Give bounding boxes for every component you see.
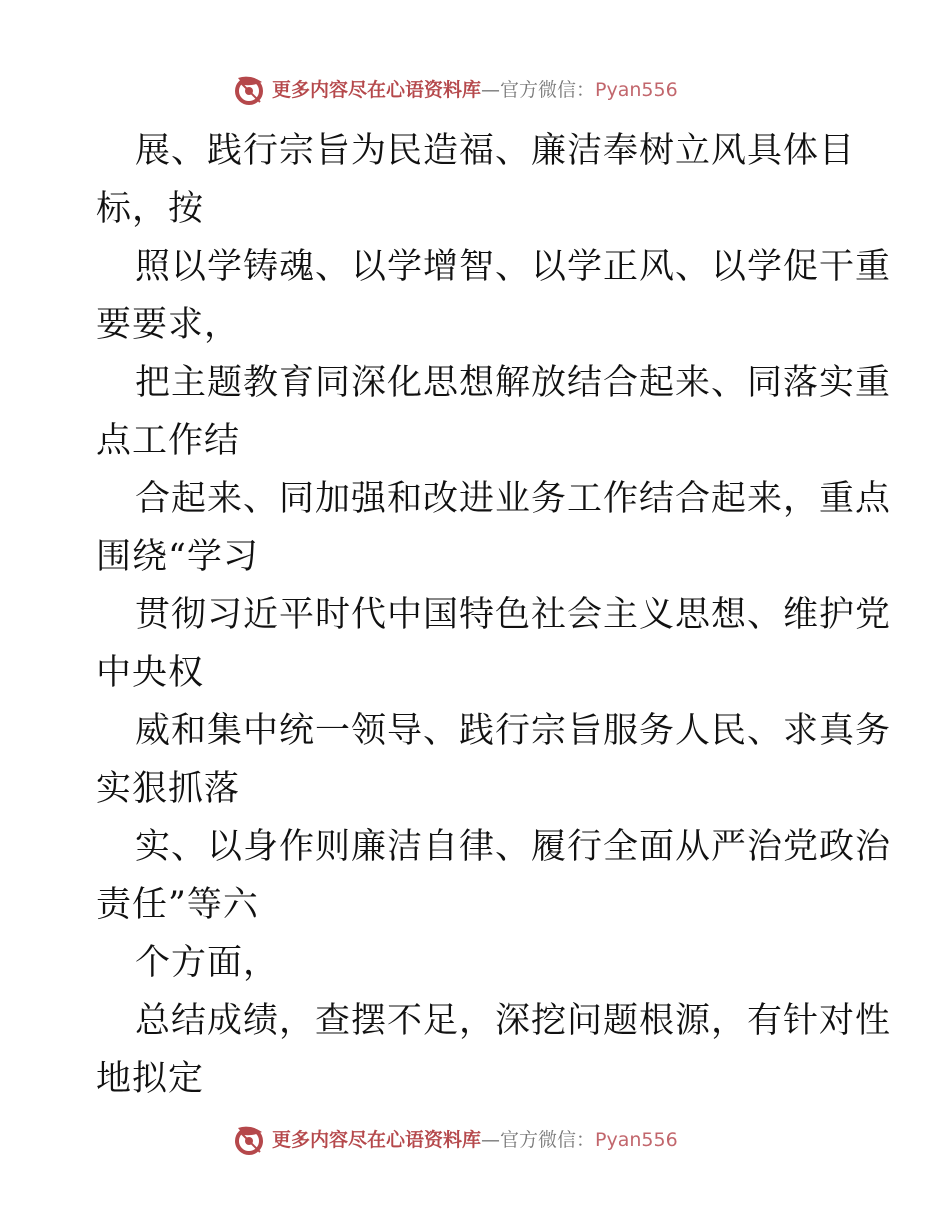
text-line: 总结成绩，查摆不足，深挖问题根源，有针对性 (135, 1001, 892, 1041)
header-banner (232, 70, 678, 110)
quill-logo-icon (232, 1122, 268, 1158)
text-line: 地拟定 (96, 1059, 205, 1099)
text-line: 点工作结 (96, 421, 241, 461)
text-line: 围绕“学习 (96, 537, 259, 577)
text-line: 责任”等六 (96, 885, 259, 925)
text-line: 实狠抓落 (96, 769, 241, 809)
banner-library-text: 更多内容尽在心语资料库 (272, 1129, 482, 1151)
text-line: 合起来、同加强和改进业务工作结合起来，重点 (135, 479, 892, 519)
text-line: 要要求， (96, 305, 241, 345)
text-line: 把主题教育同深化思想解放结合起来、同落实重 (135, 363, 892, 403)
banner-official-text: —官方微信： (481, 1129, 596, 1151)
text-line: 实、以身作则廉洁自律、履行全面从严治党政治 (135, 827, 892, 867)
text-line: 贯彻习近平时代中国特色社会主义思想、维护党 (135, 595, 892, 635)
body-text (96, 122, 892, 1108)
text-line: 个方面， (135, 943, 280, 983)
text-line: 中央权 (96, 653, 205, 693)
text-line: 威和集中统一领导、践行宗旨服务人民、求真务 (135, 711, 892, 751)
text-line: 展、践行宗旨为民造福、廉洁奉树立风具体目 (135, 131, 856, 171)
banner-official-text: —官方微信： (481, 79, 596, 101)
banner-wechat-id: Pyan556 (595, 79, 678, 101)
banner-wechat-id: Pyan556 (595, 1129, 678, 1151)
text-line: 标，按 (96, 189, 205, 229)
text-line: 照以学铸魂、以学增智、以学正风、以学促干重 (135, 247, 892, 287)
footer-banner (232, 1120, 678, 1160)
banner-library-text: 更多内容尽在心语资料库 (272, 79, 482, 101)
quill-logo-icon (232, 72, 268, 108)
